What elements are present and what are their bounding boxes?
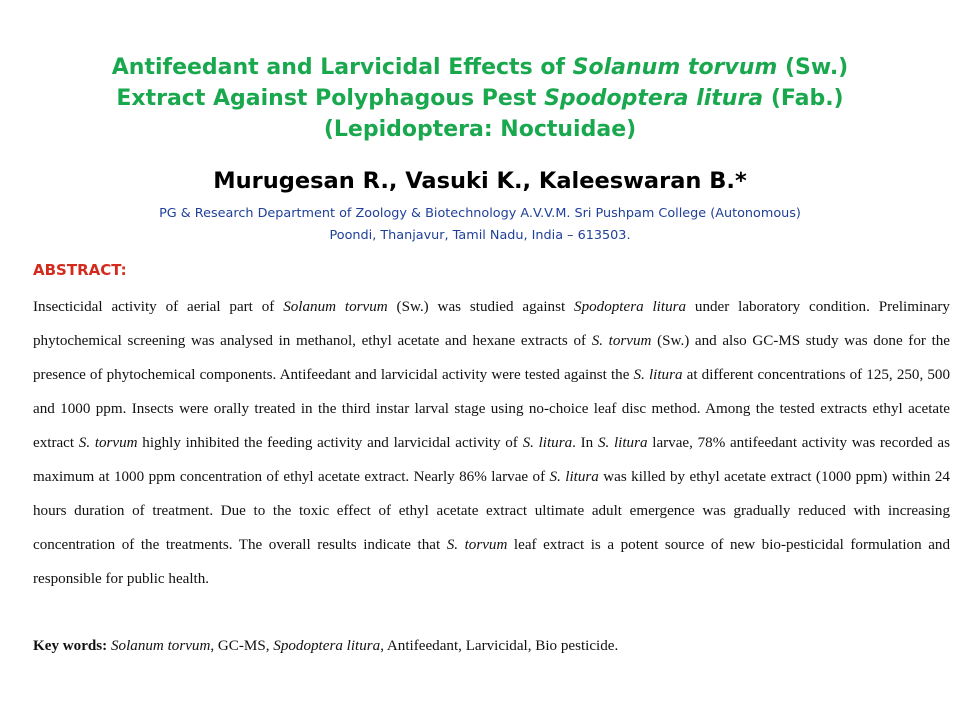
abstract-body: Insecticidal activity of aerial part of Solanum torvum (Sw.) was studied against Spodoptera litura under laboratory condition. Preliminary phytochemical screening was analysed in methanol, ethyl acetate and hexane extracts of S. torvum (Sw.) and also GC-MS study was done for the presence of phytochemical components. Antifeedant and larvicidal activity were tested against the S. litura at different concentrations of 125, 250, 500 and 1000 ppm. Insects were orally treated in the third instar larval stage using no-choice leaf disc method. Among the tested extracts ethyl acetate extract S. torvum highly inhibited the feeding activity and larvicidal activity of S. litura. In S. litura larvae, 78% antifeedant activity was recorded as maximum at 1000 ppm concentration of ethyl acetate extract. Nearly 86% larvae of S. litura was killed by ethyl acetate extract (1000 ppm) within 24 hours duration of treatment. Due to the toxic effect of ethyl acetate extract ultimate adult emergence was gradually reduced with increasing concentration of the treatments. The overall results indicate that S. torvum leaf extract is a potent source of new bio-pesticidal formulation and responsible for public health. bbox=[33, 299, 951, 587]
abstract-heading: ABSTRACT: bbox=[33, 261, 127, 279]
affiliation-line-2: Poondi, Thanjavur, Tamil Nadu, India – 613503. bbox=[329, 228, 631, 243]
affiliation bbox=[40, 203, 920, 247]
affiliation-line-1: PG & Research Department of Zoology & Biotechnology A.V.V.M. Sri Pushpam College (Autonomous) bbox=[159, 206, 801, 221]
keywords-label: Key words: bbox=[33, 638, 108, 654]
keywords: Key words: Solanum torvum, GC-MS, Spodoptera litura, Antifeedant, Larvicidal, Bio pesticide. bbox=[33, 638, 619, 654]
title-line-1: Antifeedant and Larvicidal Effects of Solanum torvum (Sw.) bbox=[111, 55, 849, 80]
title-line-2: Extract Against Polyphagous Pest Spodoptera litura (Fab.) bbox=[116, 86, 844, 111]
paper-title bbox=[40, 52, 920, 145]
authors: Murugesan R., Vasuki K., Kaleeswaran B.* bbox=[213, 168, 747, 194]
title-line-3: (Lepidoptera: Noctuidae) bbox=[323, 117, 637, 142]
